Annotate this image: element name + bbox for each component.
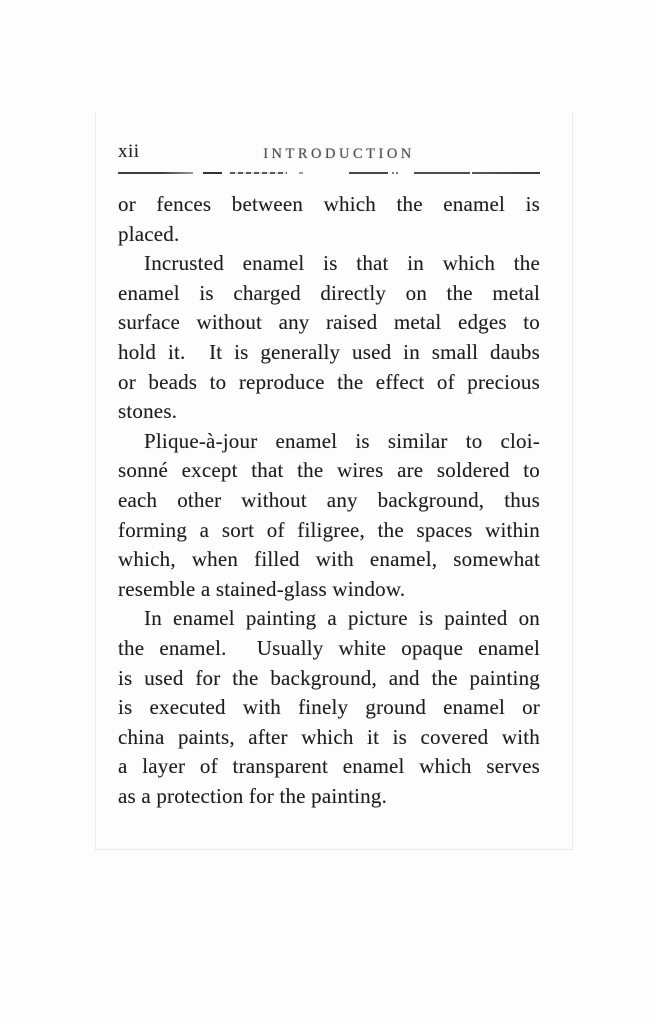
text-line: stones. xyxy=(118,399,178,424)
paragraph xyxy=(118,427,540,605)
text-line: surface without any raised metal edges to xyxy=(118,310,540,335)
page-scan-edge-bottom xyxy=(95,849,573,850)
text-line: Plique-à-jour enamel is similar to cloi- xyxy=(144,428,540,453)
text-line: the enamel. Usually white opaque enamel xyxy=(118,635,540,660)
header-rule-segment xyxy=(203,172,222,174)
text-line: china paints, after which it is covered with xyxy=(118,724,540,749)
text-line: is executed with finely ground enamel or xyxy=(118,695,540,720)
text-line: hold it. It is generally used in small daubs xyxy=(118,339,540,364)
text-line: forming a sort of filigree, the spaces within xyxy=(118,517,540,542)
text-line: a layer of transparent enamel which serves xyxy=(118,754,540,779)
paragraph xyxy=(118,604,540,811)
text-line: resemble a stained-glass window. xyxy=(118,576,406,601)
text-line: which, when filled with enamel, somewhat xyxy=(118,547,540,572)
text-line: placed. xyxy=(118,221,180,246)
text-line: In enamel painting a picture is painted on xyxy=(144,606,540,631)
header-rule-segment xyxy=(118,172,193,174)
text-block xyxy=(118,190,540,811)
header-rule xyxy=(118,171,540,175)
text-line: sonné except that the wires are soldered to xyxy=(118,458,540,483)
header-rule-segment xyxy=(349,172,388,174)
text-line: as a protection for the painting. xyxy=(118,783,388,808)
header-rule-segment xyxy=(392,172,400,174)
paragraph xyxy=(118,190,540,249)
header-rule-segment xyxy=(472,172,540,174)
text-line: or beads to reproduce the effect of precious xyxy=(118,369,540,394)
text-line: enamel is charged directly on the metal xyxy=(118,280,540,305)
text-line: Incrusted enamel is that in which the xyxy=(144,251,540,276)
page-number-folio: xii xyxy=(118,141,140,162)
text-line: or fences between which the enamel is xyxy=(118,192,540,216)
header-rule-segment xyxy=(414,172,470,174)
header-rule-segment xyxy=(299,172,303,174)
page-scan-edge-left xyxy=(95,112,96,850)
paragraph xyxy=(118,249,540,427)
running-head-title: INTRODUCTION xyxy=(263,146,415,162)
header-rule-segment xyxy=(230,172,287,174)
page-scan-edge-right xyxy=(572,112,573,850)
text-line: each other without any background, thus xyxy=(118,487,540,512)
text-line: is used for the background, and the painting xyxy=(118,665,540,690)
